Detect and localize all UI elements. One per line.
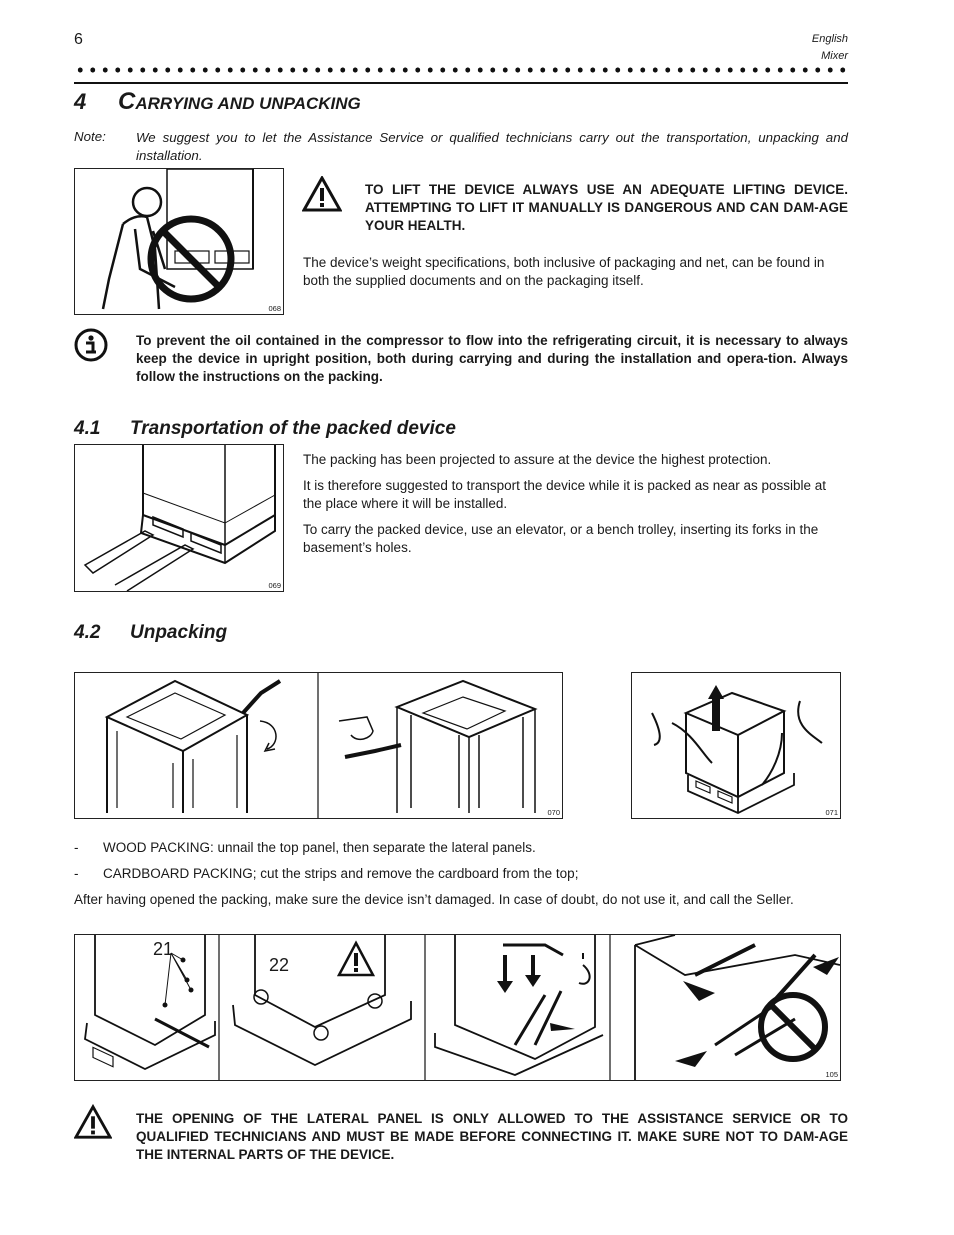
bullet-marker: -	[74, 840, 79, 855]
info-oil-text: To prevent the oil contained in the compressor to flow into the refrigerating circuit, it is necessary to always keep the device in upright position, both during carrying and during the installation and opera-tion. Always follow the instructions on the packing.	[136, 333, 848, 384]
s41-paragraph-3: To carry the packed device, use an elevator, or a bench trolley, inserting its forks in the basement’s holes.	[303, 522, 819, 555]
cardboard-box-illustration	[632, 673, 840, 818]
figure-packed-device-transport	[74, 444, 284, 592]
subsection-heading-4-2	[74, 622, 227, 644]
pallet-removal-illustration	[75, 935, 840, 1080]
figure-number: 068	[268, 304, 281, 313]
info-icon	[74, 328, 108, 367]
after-opening-text: After having opened the packing, make sure the device isn’t damaged. In case of doubt, do not use it, and call the Seller.	[74, 892, 794, 907]
warning-icon	[74, 1104, 112, 1145]
doc-meta	[812, 31, 848, 65]
callout-21: 21	[153, 939, 174, 959]
s41-paragraph-1: The packing has been projected to assure at the device the highest protection.	[303, 452, 772, 467]
bullet-marker: -	[74, 866, 79, 881]
note-label: Note:	[74, 129, 106, 144]
subsection-title: Unpacking	[130, 622, 228, 643]
figure-wood-packing-unnail	[74, 672, 563, 819]
subsection-number: 4.2	[74, 622, 101, 643]
pallet-truck-illustration	[75, 445, 283, 591]
subsection-title: Transportation of the packed device	[130, 418, 456, 439]
manual-lift-illustration	[75, 169, 283, 314]
wood-crate-illustration	[75, 673, 562, 818]
warning-lift-text: TO LIFT THE DEVICE ALWAYS USE AN ADEQUATE LIFTING DEVICE. ATTEMPTING TO LIFT IT MANUALLY IS DANGEROUS AND CAN DAM-AGE YOUR HEALTH.	[365, 182, 848, 233]
dotted-divider	[74, 67, 848, 73]
subsection-heading-4-1	[74, 418, 456, 440]
callout-22: 22	[269, 955, 290, 975]
subsection-number: 4.1	[74, 418, 101, 439]
section-title-initial: C	[118, 88, 136, 115]
bullet-wood-packing: WOOD PACKING: unnail the top panel, then separate the lateral panels.	[103, 840, 536, 855]
note-text: We suggest you to let the Assistance Service or qualified technicians carry out the transportation, unpacking and installation.	[136, 130, 848, 163]
section-number: 4	[74, 89, 87, 114]
language-label: English	[811, 33, 848, 45]
s41-paragraph-2: It is therefore suggested to transport the device while it is packed as near as possible at the place where it will be installed.	[303, 478, 827, 511]
figure-number: 069	[268, 581, 281, 590]
weight-text: The device’s weight specifications, both inclusive of packaging and net, can be found in both the supplied documents and on the packaging itself.	[303, 255, 825, 288]
figure-pallet-removal-steps	[74, 934, 841, 1081]
figure-manual-lift-prohibited	[74, 168, 284, 315]
page-number: 6	[74, 31, 83, 48]
section-title-rest: ARRYING AND UNPACKING	[135, 94, 361, 113]
header-rule	[74, 82, 848, 84]
warning-panel-text: THE OPENING OF THE LATERAL PANEL IS ONLY ALLOWED TO THE ASSISTANCE SERVICE OR TO QUALIFIED TECHNICIANS AND MUST BE MADE BEFORE CONNECTING IT. MAKE SURE NOT TO DAM-AGE THE INTERNAL PARTS OF THE DEVICE.	[136, 1111, 848, 1162]
figure-number: 105	[825, 1070, 838, 1079]
product-label: Mixer	[821, 50, 848, 62]
figure-number: 071	[825, 808, 838, 817]
section-heading	[74, 88, 361, 116]
figure-number: 070	[547, 808, 560, 817]
warning-icon	[302, 176, 342, 217]
figure-cardboard-removal	[631, 672, 841, 819]
bullet-cardboard-packing: CARDBOARD PACKING; cut the strips and remove the cardboard from the top;	[103, 866, 579, 881]
